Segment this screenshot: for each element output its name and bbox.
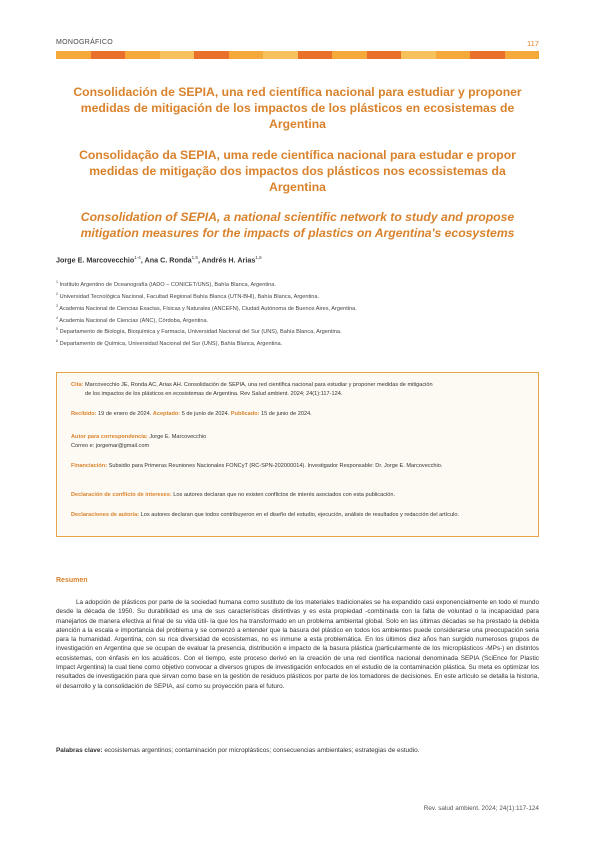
stripe-segment [125, 51, 160, 59]
affiliation-item [56, 278, 357, 290]
title-line: mitigation measures for the impacts of plastics on Argentina's ecosystems [80, 226, 515, 240]
article-info-box [56, 372, 539, 537]
title-portuguese [56, 147, 539, 195]
stripe-segment [367, 51, 402, 59]
received-date: 19 de enero de 2024. [98, 411, 152, 417]
conflict-text: Los autores declaran que no existen conflictos de interés asociados con esta publicación. [173, 492, 396, 498]
page-number: 117 [527, 39, 539, 48]
keywords-label: Palabras clave: [56, 747, 103, 754]
affiliation-item [56, 337, 357, 349]
title-english [56, 209, 539, 241]
abstract-heading: Resumen [56, 577, 88, 584]
conflict-label: Declaración de conflicto de intereses: [71, 492, 172, 498]
affiliation-text: Academia Nacional de Ciencias (ANC), Córdoba, Argentina. [59, 317, 209, 324]
page-header [56, 39, 539, 51]
stripe-segment [436, 51, 471, 59]
stripe-segment [332, 51, 367, 59]
affiliation-number: 2 [56, 291, 58, 296]
section-label: MONOGRÁFICO [56, 39, 113, 46]
received-label: Recibido: [71, 411, 97, 417]
affiliation-list [56, 278, 357, 349]
stripe-segment [160, 51, 195, 59]
affiliation-text: Academia Nacional de Ciencias Exactas, Físicas y Naturales (ANCEFN), Ciudad Autónoma de Buenos Aires, Argentina. [59, 305, 357, 312]
author-name: Jorge E. Marcovecchio [56, 255, 135, 265]
authorship-statement [71, 511, 528, 520]
affiliation-text: Instituto Argentino de Oceanografía (IADO – CONICET/UNS), Bahía Blanca, Argentina. [59, 281, 276, 288]
affiliation-number: 4 [56, 315, 58, 320]
citation-label: Cita: [71, 382, 84, 388]
stripe-segment [298, 51, 333, 59]
funding-label: Financiación: [71, 463, 108, 469]
affiliation-item [56, 290, 357, 302]
title-line: Consolidación de SEPIA, una red científica nacional para estudiar y proponer [73, 85, 522, 99]
stripe-segment [229, 51, 264, 59]
affiliation-item [56, 302, 357, 314]
corresponding-author-label: Autor para correspondencia: [71, 434, 148, 440]
accepted-label: Aceptado: [152, 411, 181, 417]
keywords-text: ecosistemas argentinos; contaminación por microplásticos; consecuencias ambientales; estrategias de estudio. [104, 747, 420, 754]
funding [71, 462, 528, 471]
stripe-segment [194, 51, 229, 59]
title-line: Consolidation of SEPIA, a national scientific network to study and propose [80, 210, 515, 224]
header-color-stripe [56, 51, 539, 59]
affiliation-number: 6 [56, 339, 58, 344]
affiliation-text: Departamento de Química, Universidad Nacional del Sur (UNS), Bahía Blanca, Argentina. [59, 341, 283, 348]
stripe-segment [56, 51, 91, 59]
title-spanish [56, 84, 539, 132]
affiliation-item [56, 314, 357, 326]
title-line: Argentina [269, 180, 326, 194]
affiliation-text: Universidad Tecnológica Nacional, Facultad Regional Bahía Blanca (UTN-BHI), Bahía Blanca, Argentina. [59, 293, 320, 300]
affiliation-item [56, 325, 357, 337]
accepted-date: 5 de junio de 2024. [181, 411, 230, 417]
funding-text: Subsidio para Primeras Reuniones Nacionales FONCyT (RC-SPN-202000014). Investigador Responsable: Dr. Jorge E. Marcovecchio. [108, 463, 443, 469]
conflict-of-interest [71, 491, 528, 500]
dates [71, 410, 528, 419]
affiliation-number: 5 [56, 327, 58, 332]
corresponding-author [71, 433, 528, 450]
citation-text: Marcovecchio JE, Ronda AC, Arias AH. Consolidación de SEPIA, una red científica nacional para estudiar y proponer medidas de mitigación [85, 382, 433, 388]
abstract-text: La adopción de plásticos por parte de la sociedad humana como sustituto de los materiales tradicionales se ha expandido casi exponencialmente en todo el mundo desde la década de 1950. Su durabilidad es una de sus características distintivas y es esta propiedad -combinada con la falta de voluntad o la incapacidad para manejarlos de manera efectiva al final de su vida útil- la que los ha transformado en un problema ambiental global. Solo en las últimas décadas se ha prestado la debida atención a la escala e importancia del problema y se comenzó a entender que la basura del plástico en todos los ambientes puede considerarse una preocupación seria para la humanidad. Argentina, con su rica diversidad de ecosistemas, no es inmune a esta problemática. En los últimos diez años han surgido numerosos grupos de investigación en Argentina que se ocupan de evaluar la presencia, distribución e impacto de la basura plástica (particularmente de los microplásticos -MPs-) en distintos ecosistemas, con énfasis en los acuáticos. Con el tiempo, este proceso derivó en la creación de una red científica nacional denominada SEPIA (SciEnce for Plastic Impact Argentina) la cual tiene como objetivo convocar a diversos grupos de investigación enfocados en el estudio de la contaminación plástica. Su meta es optimizar los resultados de investigación para que sirvan como base en la gestión de residuos plásticos por parte de los tomadores de decisiones. En este artículo se detalla la historia, el desarrollo y la consolidación de SEPIA, así como su proyección para el futuro. [56, 599, 539, 690]
stripe-segment [505, 51, 540, 59]
stripe-segment [263, 51, 298, 59]
authorship-text: Los autores declaran que todos contribuyeron en el diseño del estudio, ejecución, análisis de resultados y redacción del artículo. [140, 512, 460, 518]
citation-text-cont: de los impactos de los plásticos en ecosistemas de Argentina. Rev Salud ambient. 2024; 24(1):117-124. [85, 390, 343, 397]
author-name: Ana C. Ronda [144, 255, 192, 265]
title-line: medidas de mitigação dos impactos dos plásticos nos ecossistemas da [89, 164, 506, 178]
page-footer-citation: Rev. salud ambient. 2024; 24(1):117-124 [423, 805, 539, 812]
stripe-segment [91, 51, 126, 59]
affiliation-number: 3 [56, 303, 58, 308]
author-affiliation-ref: 1,6 [255, 255, 262, 260]
stripe-segment [470, 51, 505, 59]
keywords [56, 747, 419, 754]
title-line: Consolidação da SEPIA, uma rede científica nacional para estudar e propor [79, 148, 516, 162]
citation [71, 381, 528, 398]
corresponding-author-email[interactable]: Correo e: jorgemar@gmail.com [71, 442, 150, 449]
published-label: Publicado: [230, 411, 260, 417]
authorship-label: Declaraciones de autoría: [71, 512, 140, 518]
stripe-segment [401, 51, 436, 59]
title-line: Argentina [269, 117, 326, 131]
affiliation-text: Departamento de Biología, Bioquímica y Farmacia, Universidad Nacional del Sur (UNS), Bahía Blanca, Argentina. [59, 329, 342, 336]
author-list: Jorge E. Marcovecchio$^{1-4}$, Ana C. Ronda$^{1,5}$, Andrés H. Arias$^{1,6}$ [56, 255, 262, 265]
author-affiliation-ref: 1-4 [134, 255, 141, 260]
author-affiliation-ref: 1,5 [191, 255, 198, 260]
affiliation-number: 1 [56, 280, 58, 284]
published-date: 15 de junio de 2024. [261, 411, 312, 417]
title-line: medidas de mitigación de los impactos de los plásticos en ecosistemas de [80, 101, 515, 115]
author-name: Andrés H. Arias [201, 255, 256, 265]
corresponding-author-name: Jorge E. Marcovecchio [149, 434, 207, 440]
